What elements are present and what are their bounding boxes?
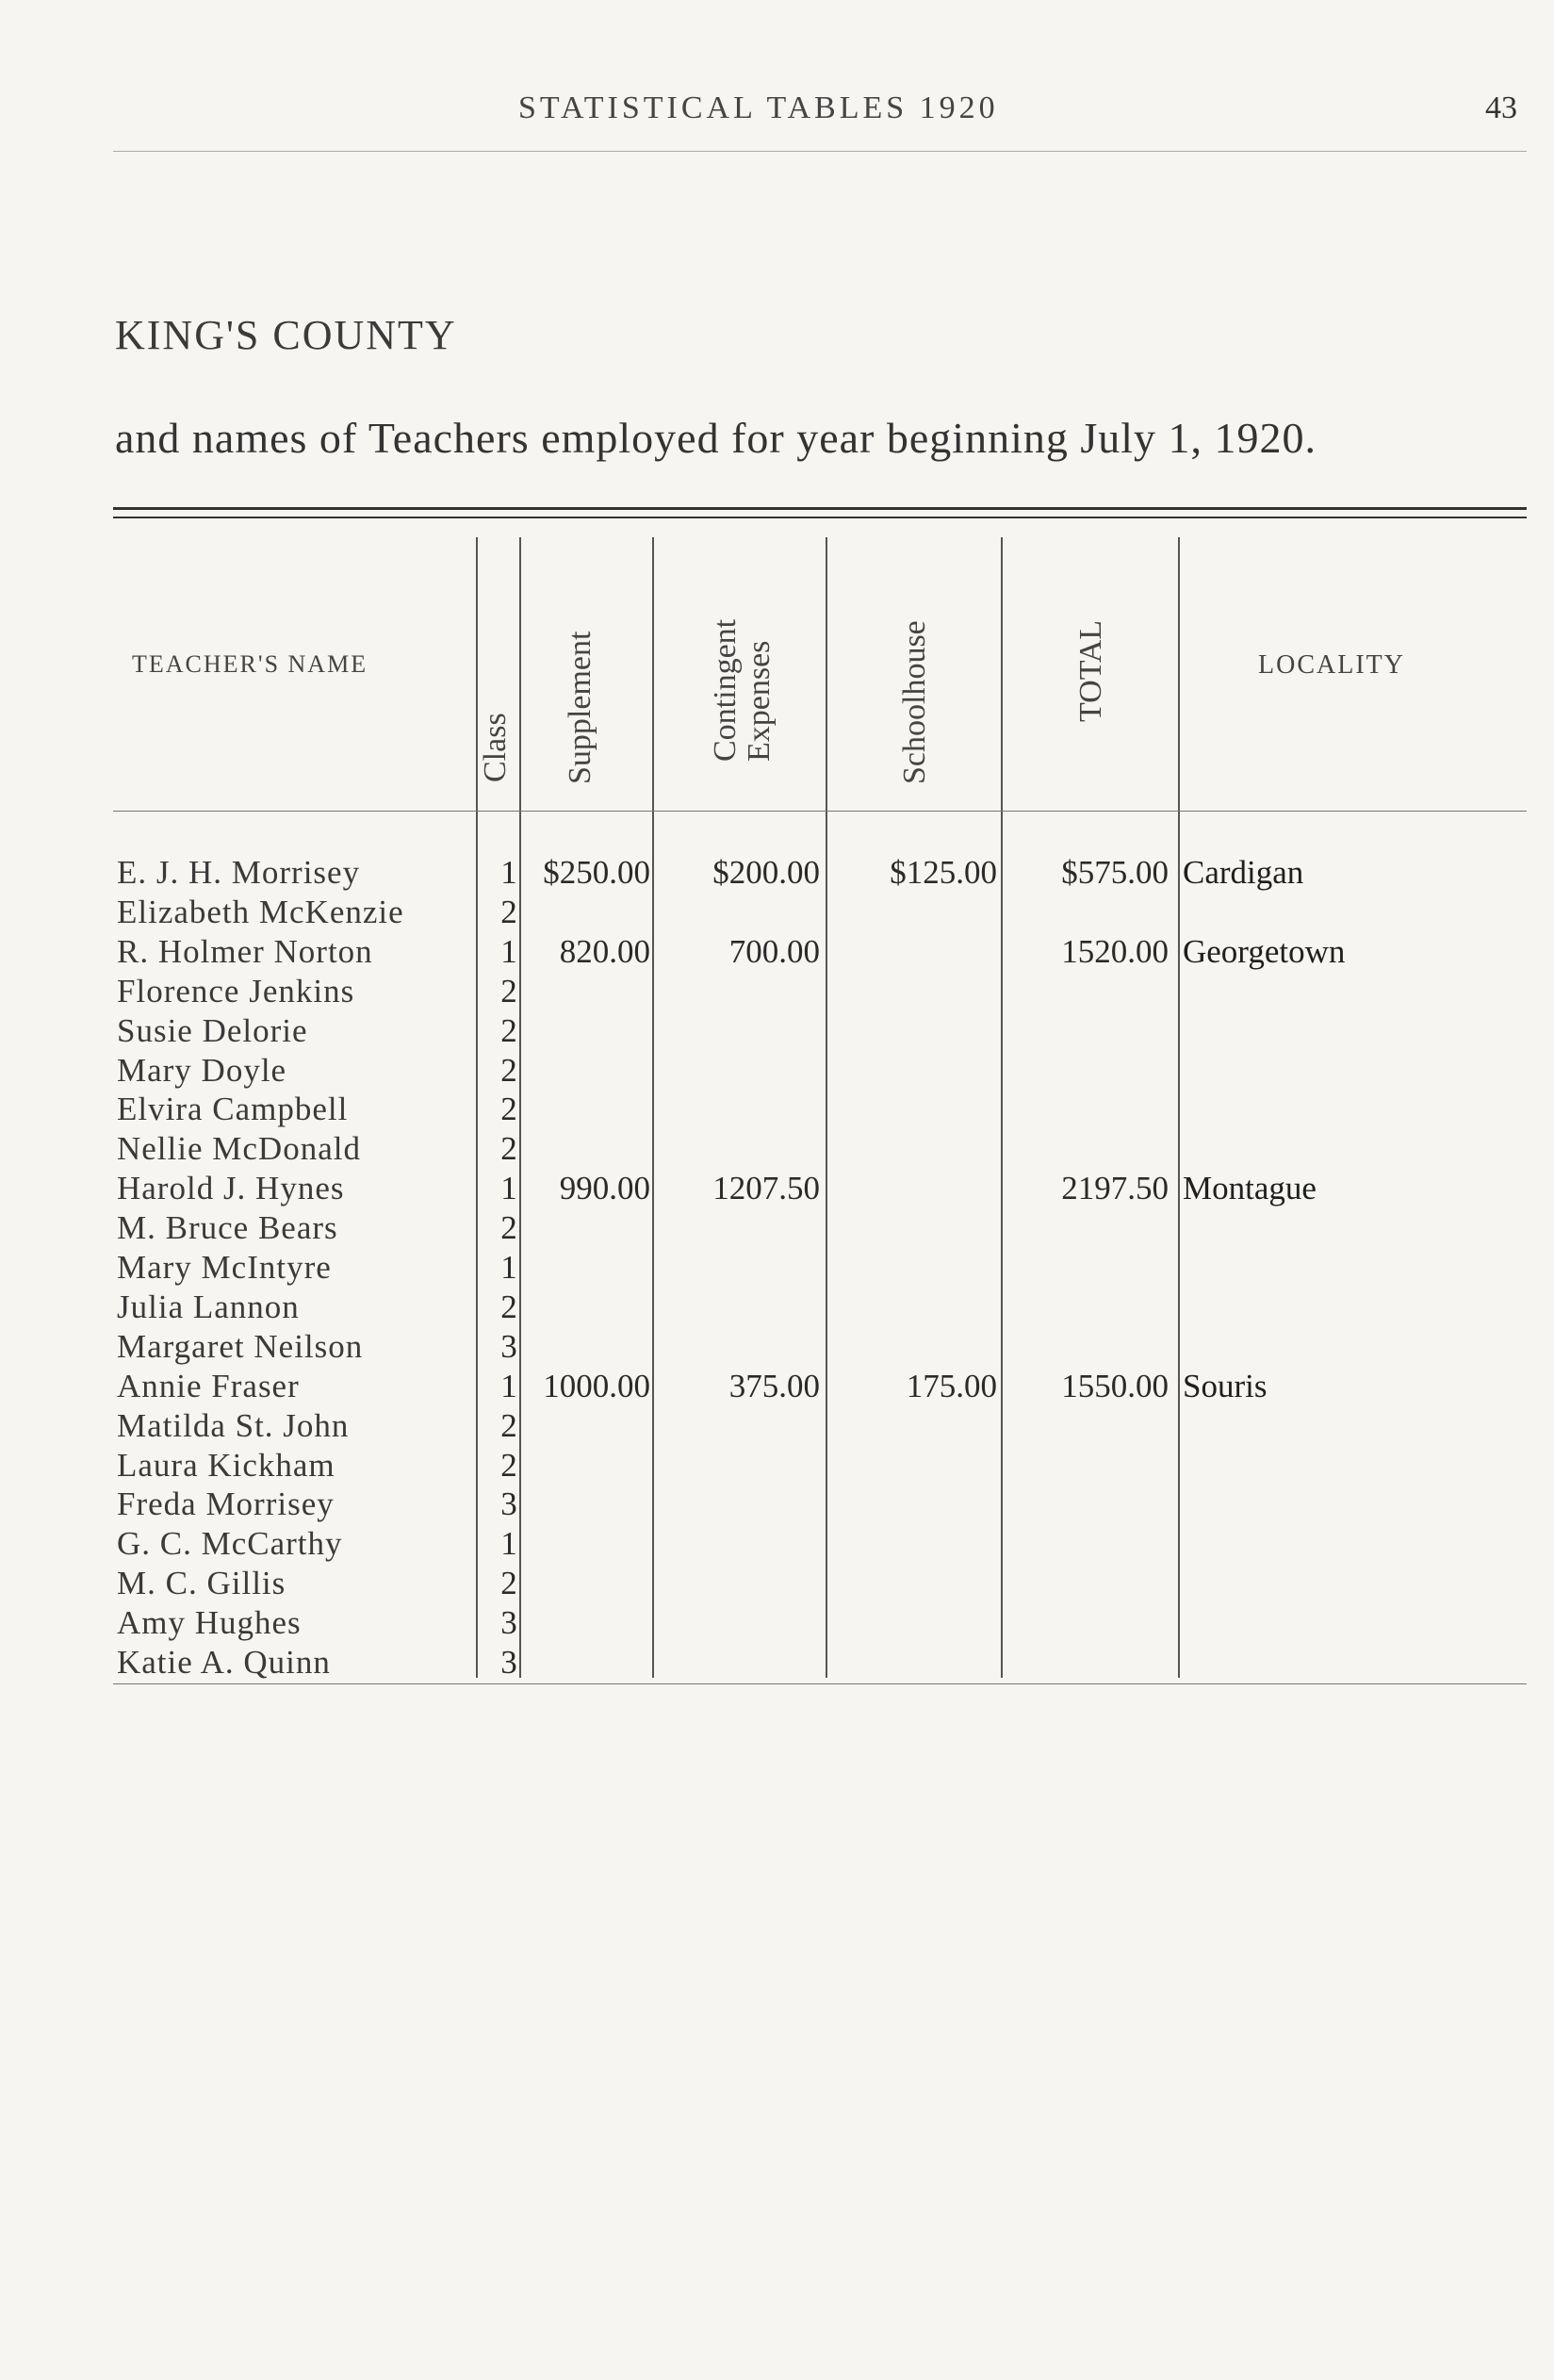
- table-top-rule-inner: [113, 517, 1527, 518]
- teacher-name: Katie A. Quinn: [117, 1644, 331, 1681]
- contingent-value: 700.00: [728, 932, 820, 970]
- table-row: [0, 853, 1554, 893]
- locality-value: Georgetown: [1183, 932, 1346, 970]
- teacher-name: Harold J. Hynes: [117, 1170, 345, 1207]
- table-row: [0, 1011, 1554, 1051]
- class-value: 1: [500, 854, 517, 891]
- class-value: 2: [500, 1091, 517, 1128]
- teacher-name: Florence Jenkins: [117, 972, 355, 1009]
- class-value: 2: [500, 1565, 517, 1602]
- table-row: [0, 893, 1554, 932]
- class-value: 2: [500, 1406, 517, 1444]
- class-value: 3: [500, 1485, 517, 1523]
- teacher-name: Susie Delorie: [117, 1011, 308, 1049]
- locality-value: Montague: [1183, 1170, 1317, 1207]
- teacher-name: M. C. Gillis: [117, 1565, 286, 1602]
- teacher-name: G. C. McCarthy: [117, 1525, 343, 1563]
- table-row: [0, 1288, 1554, 1327]
- table-row: [0, 1248, 1554, 1288]
- locality-value: Souris: [1183, 1367, 1268, 1404]
- class-value: 1: [500, 1249, 517, 1286]
- class-value: 2: [500, 1209, 517, 1247]
- table-row: [0, 1051, 1554, 1091]
- total-value: 2197.50: [1061, 1170, 1169, 1207]
- teacher-name: R. Holmer Norton: [117, 932, 373, 970]
- teacher-name: Freda Morrisey: [117, 1485, 335, 1523]
- teacher-name: Mary Doyle: [117, 1051, 287, 1089]
- supplement-value: 1000.00: [543, 1367, 650, 1404]
- teacher-name: Margaret Neilson: [117, 1327, 364, 1365]
- contingent-value: 375.00: [728, 1367, 820, 1404]
- total-value: 1550.00: [1061, 1367, 1169, 1404]
- supplement-value: 820.00: [559, 932, 650, 970]
- table-row: [0, 1090, 1554, 1129]
- class-value: 1: [500, 1170, 517, 1207]
- class-value: 1: [500, 1367, 517, 1404]
- class-value: 3: [500, 1644, 517, 1681]
- column-header-supplement: Supplement: [563, 631, 597, 784]
- header-bottom-rule: [113, 811, 1527, 812]
- contingent-value: $200.00: [712, 854, 820, 891]
- column-header-contingent-line1: Contingent: [708, 618, 743, 762]
- column-header-total: TOTAL: [1073, 619, 1108, 722]
- column-header-contingent: [709, 619, 777, 762]
- schoolhouse-value: 175.00: [906, 1367, 997, 1404]
- class-value: 2: [500, 1446, 517, 1484]
- teacher-name: E. J. H. Morrisey: [117, 854, 361, 891]
- table-row: [0, 1129, 1554, 1169]
- class-value: 2: [500, 1130, 517, 1168]
- supplement-value: $250.00: [543, 854, 650, 891]
- table-row: [0, 1524, 1554, 1564]
- table-row: [0, 1485, 1554, 1524]
- supplement-value: 990.00: [559, 1170, 650, 1207]
- table-subtitle: and names of Teachers employed for year beginning July 1, 1920.: [115, 414, 1317, 462]
- table-row: [0, 1406, 1554, 1446]
- county-heading: KING'S COUNTY: [115, 312, 457, 358]
- class-value: 2: [500, 1011, 517, 1049]
- table-row: [0, 932, 1554, 972]
- class-value: 2: [500, 1288, 517, 1325]
- table-top-rule: [113, 507, 1527, 510]
- running-title: STATISTICAL TABLES 1920: [518, 90, 999, 125]
- total-value: $575.00: [1061, 854, 1169, 891]
- table-row: [0, 1564, 1554, 1603]
- table-row: [0, 1327, 1554, 1367]
- teacher-name: M. Bruce Bears: [117, 1209, 338, 1247]
- total-value: 1520.00: [1061, 932, 1169, 970]
- table-row: [0, 1643, 1554, 1682]
- table-row: [0, 1446, 1554, 1485]
- table-bottom-rule: [113, 1683, 1527, 1684]
- teacher-name: Nellie McDonald: [117, 1130, 361, 1168]
- teacher-name: Matilda St. John: [117, 1406, 350, 1444]
- teacher-name: Amy Hughes: [117, 1604, 302, 1642]
- schoolhouse-value: $125.00: [890, 854, 997, 891]
- header-rule: [113, 151, 1527, 152]
- teacher-name: Elizabeth McKenzie: [117, 893, 404, 930]
- teacher-name: Laura Kickham: [117, 1446, 335, 1484]
- teacher-name: Elvira Campbell: [117, 1091, 349, 1128]
- class-value: 3: [500, 1327, 517, 1365]
- table-row: [0, 1208, 1554, 1248]
- locality-value: Cardigan: [1183, 854, 1304, 891]
- column-header-class: Class: [478, 713, 513, 782]
- column-header-contingent-line2: Expenses: [742, 640, 777, 762]
- running-header: [113, 90, 1527, 138]
- column-header-teacher-name: TEACHER'S NAME: [132, 650, 368, 678]
- class-value: 3: [500, 1604, 517, 1642]
- page-number: 43: [1485, 90, 1517, 125]
- class-value: 1: [500, 932, 517, 970]
- teacher-name: Julia Lannon: [117, 1288, 300, 1325]
- contingent-value: 1207.50: [712, 1170, 820, 1207]
- table-row: [0, 1367, 1554, 1406]
- table-row: [0, 1603, 1554, 1643]
- table-row: [0, 972, 1554, 1011]
- teacher-name: Annie Fraser: [117, 1367, 300, 1404]
- class-value: 1: [500, 1525, 517, 1563]
- class-value: 2: [500, 972, 517, 1009]
- class-value: 2: [500, 1051, 517, 1089]
- teacher-name: Mary McIntyre: [117, 1249, 332, 1286]
- column-header-locality: LOCALITY: [1258, 650, 1405, 680]
- class-value: 2: [500, 893, 517, 930]
- column-header-schoolhouse: Schoolhouse: [897, 620, 932, 784]
- table-row: [0, 1169, 1554, 1208]
